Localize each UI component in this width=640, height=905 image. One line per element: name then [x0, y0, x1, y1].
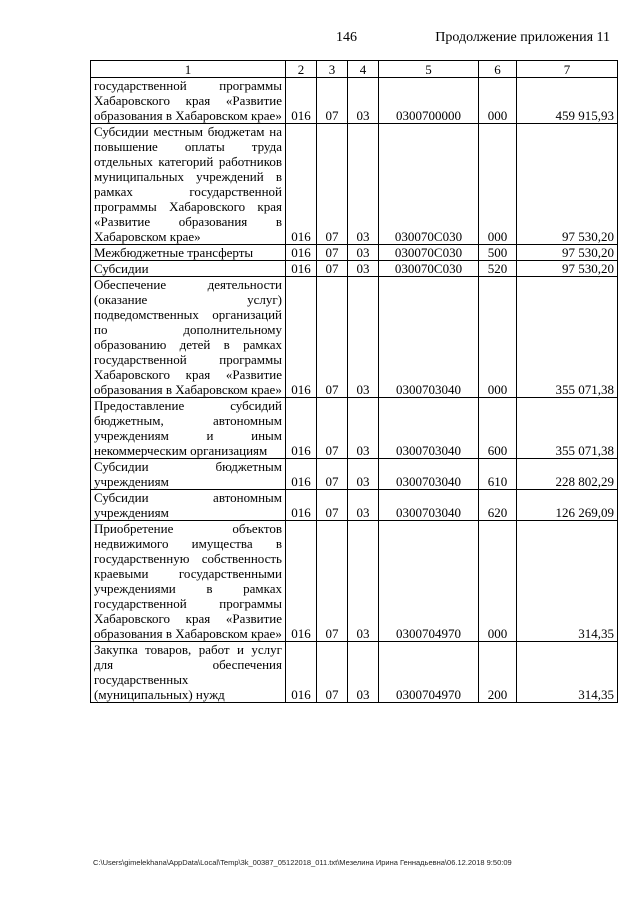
row-pr-cell: 03	[348, 642, 379, 703]
row-rz-cell: 07	[317, 459, 348, 490]
row-sum-cell: 126 269,09	[517, 490, 618, 521]
row-csr-cell: 0300703040	[379, 459, 479, 490]
row-pr-cell: 03	[348, 521, 379, 642]
table-row	[91, 78, 618, 124]
row-csr-cell: 030070С030	[379, 261, 479, 277]
column-header: 4	[348, 61, 379, 78]
column-header: 3	[317, 61, 348, 78]
row-vr-cell: 200	[479, 642, 517, 703]
row-rz-cell: 07	[317, 124, 348, 245]
table-row	[91, 124, 618, 245]
row-sum-cell: 97 530,20	[517, 124, 618, 245]
row-pr-cell: 03	[348, 490, 379, 521]
row-gr-cell: 016	[286, 642, 317, 703]
column-header: 5	[379, 61, 479, 78]
row-name-cell: государственной программы Хабаровского края «Развитие образования в Хабаровском крае»	[91, 78, 286, 124]
row-name-cell: Закупка товаров, работ и услуг для обеспечения государственных (муниципальных) нужд	[91, 642, 286, 703]
table-row	[91, 277, 618, 398]
row-csr-cell: 0300700000	[379, 78, 479, 124]
row-name-cell: Субсидии автономным учреждениям	[91, 490, 286, 521]
row-gr-cell: 016	[286, 490, 317, 521]
row-vr-cell: 000	[479, 277, 517, 398]
row-name-cell: Межбюджетные трансферты	[91, 245, 286, 261]
column-header: 7	[517, 61, 618, 78]
row-rz-cell: 07	[317, 277, 348, 398]
table-row	[91, 642, 618, 703]
footer-file-path: C:\Users\gimelekhana\AppData\Local\Temp\3k_00387_05122018_011.txt\Мезелина Ирина Геннадьевна\06.12.2018 9:50:09	[93, 858, 512, 867]
row-vr-cell: 620	[479, 490, 517, 521]
row-pr-cell: 03	[348, 245, 379, 261]
row-pr-cell: 03	[348, 459, 379, 490]
row-name-cell: Обеспечение деятельности (оказание услуг) подведомственных организаций по дополнительному образованию детей в рамках государственной программы Хабаровского края «Развитие образования в Хабаровском крае»	[91, 277, 286, 398]
row-vr-cell: 000	[479, 78, 517, 124]
row-sum-cell: 355 071,38	[517, 277, 618, 398]
row-pr-cell: 03	[348, 277, 379, 398]
row-rz-cell: 07	[317, 261, 348, 277]
row-name-cell: Субсидии местным бюджетам на повышение оплаты труда отдельных категорий работников муниципальных учреждений в рамках государственной программы Хабаровского края «Развитие образования в Хабаровском крае»	[91, 124, 286, 245]
row-rz-cell: 07	[317, 245, 348, 261]
row-gr-cell: 016	[286, 78, 317, 124]
row-csr-cell: 0300704970	[379, 642, 479, 703]
row-gr-cell: 016	[286, 261, 317, 277]
row-sum-cell: 97 530,20	[517, 261, 618, 277]
row-sum-cell: 314,35	[517, 521, 618, 642]
column-header: 6	[479, 61, 517, 78]
row-csr-cell: 030070С030	[379, 245, 479, 261]
row-vr-cell: 520	[479, 261, 517, 277]
row-name-cell: Субсидии	[91, 261, 286, 277]
page-caption: Продолжение приложения 11	[435, 30, 610, 45]
table-row	[91, 398, 618, 459]
table-row	[91, 521, 618, 642]
row-vr-cell: 000	[479, 521, 517, 642]
row-rz-cell: 07	[317, 642, 348, 703]
row-gr-cell: 016	[286, 245, 317, 261]
row-rz-cell: 07	[317, 398, 348, 459]
column-header: 1	[91, 61, 286, 78]
row-csr-cell: 0300703040	[379, 490, 479, 521]
row-pr-cell: 03	[348, 124, 379, 245]
row-sum-cell: 459 915,93	[517, 78, 618, 124]
row-csr-cell: 0300703040	[379, 398, 479, 459]
row-pr-cell: 03	[348, 78, 379, 124]
row-gr-cell: 016	[286, 398, 317, 459]
row-gr-cell: 016	[286, 124, 317, 245]
row-sum-cell: 314,35	[517, 642, 618, 703]
row-sum-cell: 97 530,20	[517, 245, 618, 261]
table-row	[91, 245, 618, 261]
page-number: 146	[336, 30, 357, 45]
row-vr-cell: 500	[479, 245, 517, 261]
row-rz-cell: 07	[317, 490, 348, 521]
column-header: 2	[286, 61, 317, 78]
row-vr-cell: 600	[479, 398, 517, 459]
row-name-cell: Предоставление субсидий бюджетным, автономным учреждениям и иным некоммерческим организациям	[91, 398, 286, 459]
row-gr-cell: 016	[286, 521, 317, 642]
row-csr-cell: 0300703040	[379, 277, 479, 398]
row-pr-cell: 03	[348, 261, 379, 277]
table-header-row	[91, 61, 618, 78]
row-gr-cell: 016	[286, 459, 317, 490]
row-csr-cell: 030070С030	[379, 124, 479, 245]
table-row	[91, 459, 618, 490]
row-csr-cell: 0300704970	[379, 521, 479, 642]
row-vr-cell: 000	[479, 124, 517, 245]
budget-table	[90, 60, 618, 703]
row-rz-cell: 07	[317, 521, 348, 642]
row-sum-cell: 228 802,29	[517, 459, 618, 490]
row-vr-cell: 610	[479, 459, 517, 490]
row-name-cell: Приобретение объектов недвижимого имущества в государственную собственность краевыми государственными учреждениями в рамках государственной программы Хабаровского края «Развитие образования в Хабаровском крае»	[91, 521, 286, 642]
row-gr-cell: 016	[286, 277, 317, 398]
row-name-cell: Субсидии бюджетным учреждениям	[91, 459, 286, 490]
row-sum-cell: 355 071,38	[517, 398, 618, 459]
table-row	[91, 261, 618, 277]
row-pr-cell: 03	[348, 398, 379, 459]
row-rz-cell: 07	[317, 78, 348, 124]
table-row	[91, 490, 618, 521]
